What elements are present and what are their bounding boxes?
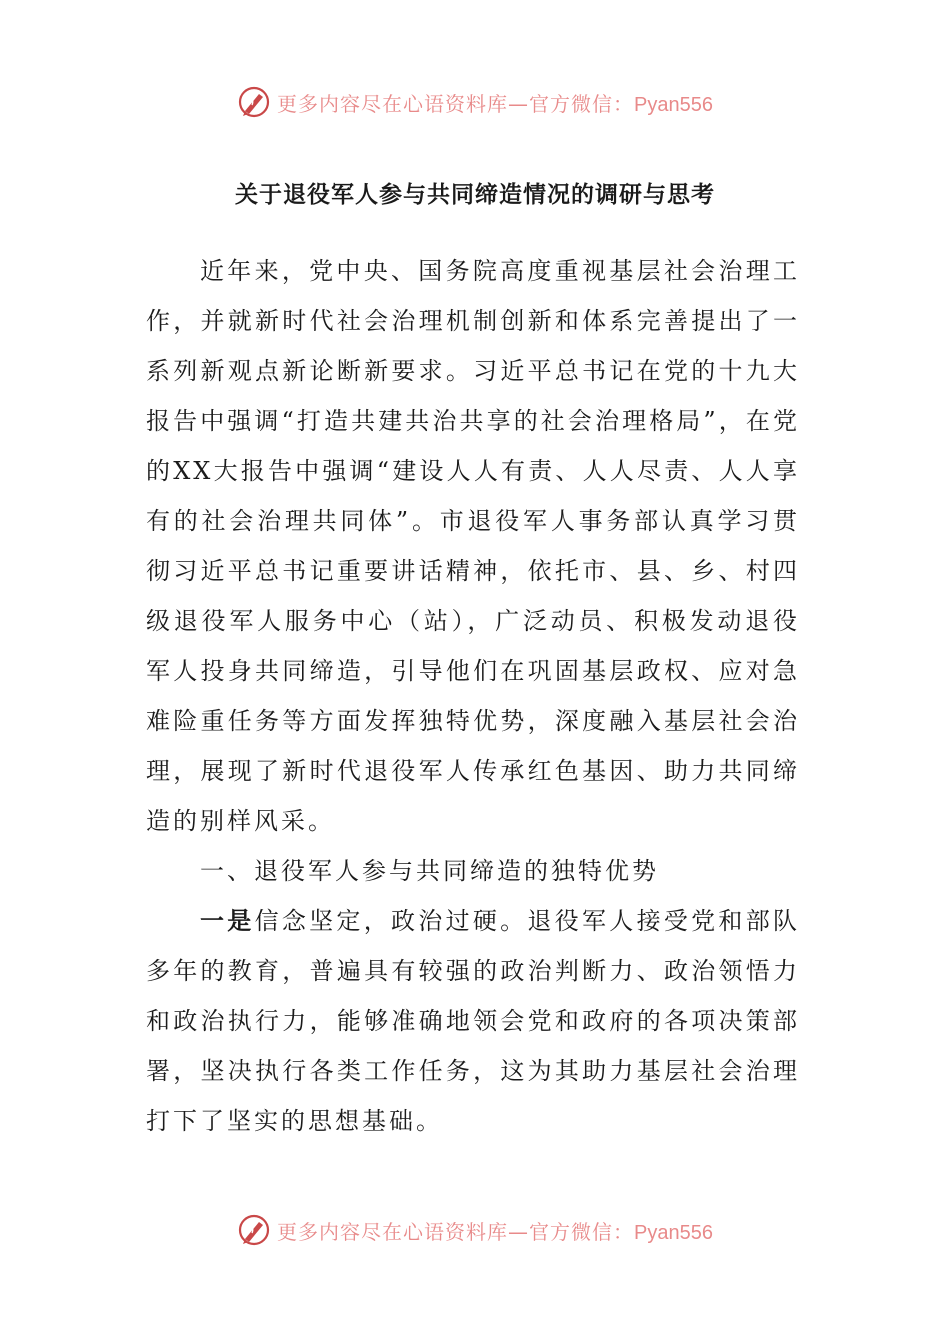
watermark-footer (0, 1210, 950, 1250)
paragraph-advantage-1 (146, 896, 800, 1146)
paragraph-advantage-1-text: 信念坚定，政治过硬。退役军人接受党和部队多年的教育，普遍具有较强的政治判断力、政治领悟力和政治执行力，能够准确地领会党和政府的各项决策部署，坚决执行各类工作任务，这为其助力基层社会治理打下了坚实的思想基础。 (146, 907, 801, 1135)
paragraph-intro: 近年来，党中央、国务院高度重视基层社会治理工作，并就新时代社会治理机制创新和体系完善提出了一系列新观点新论断新要求。习近平总书记在党的十九大报告中强调“打造共建共治共享的社会治理格局”，在党的XX大报告中强调“建设人人有责、人人尽责、人人享有的社会治理共同体”。市退役军人事务部认真学习贯彻习近平总书记重要讲话精神，依托市、县、乡、村四级退役军人服务中心（站），广泛动员、积极发动退役军人投身共同缔造，引导他们在巩固基层政权、应对急难险重任务等方面发挥独特优势，深度融入基层社会治理，展现了新时代退役军人传承红色基因、助力共同缔造的别样风采。 (146, 257, 800, 835)
watermark-text-cn: 更多内容尽在心语资料库—官方微信： (277, 91, 635, 116)
pen-logo-icon (237, 85, 271, 119)
watermark-header (0, 82, 950, 122)
section-heading-1: 一、退役军人参与共同缔造的独特优势 (200, 857, 659, 885)
document-body (146, 246, 800, 1146)
watermark-text-cn: 更多内容尽在心语资料库—官方微信： (277, 1219, 635, 1244)
watermark-text (277, 1216, 713, 1245)
document-title: 关于退役军人参与共同缔造情况的调研与思考 (235, 182, 715, 208)
pen-logo-icon (237, 1213, 271, 1247)
watermark-text-en: Pyan556 (634, 93, 713, 116)
watermark-text (277, 88, 713, 117)
watermark-text-en: Pyan556 (634, 1221, 713, 1244)
paragraph-lead-bold: 一是 (200, 907, 255, 935)
